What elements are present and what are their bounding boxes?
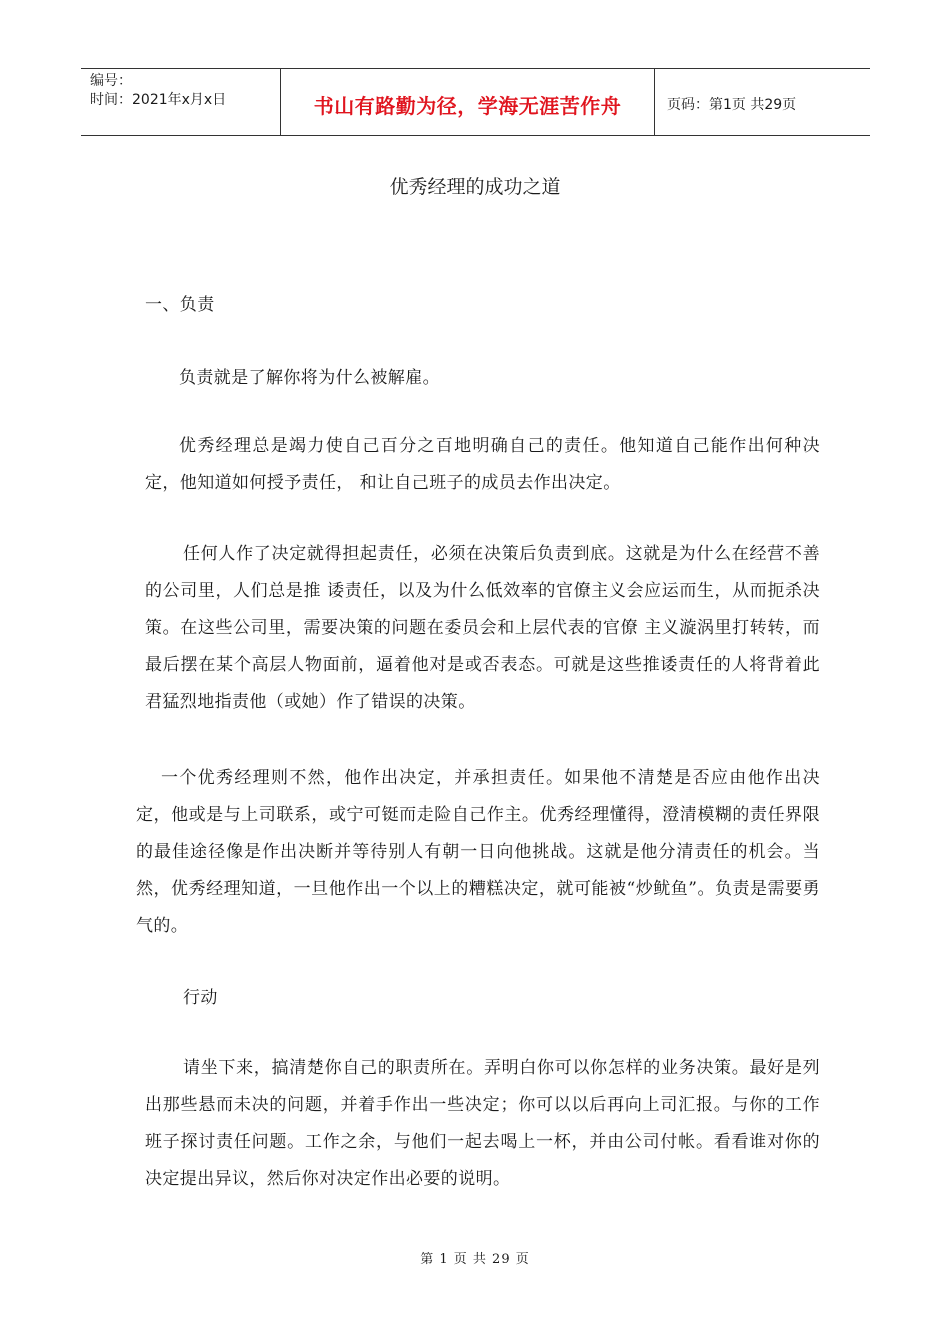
page-footer: 第 1 页 共 29 页	[420, 1252, 530, 1267]
document-header	[81, 68, 870, 136]
paragraph-4: 一个优秀经理则不然，他作出决定，并承担责任。如果他不清楚是否应由他作出决定，他或是与上司联系，或宁可铤而走险自己作主。优秀经理懂得，澄清模糊的责任界限的最佳途径像是作出决断并等待别人有朝一日向他挑战。这就是他分清责任的机会。当然，优秀经理知道，一旦他作出一个以上的糟糕决定，就可能被“炒鱿鱼”。负责是需要勇气的。	[136, 768, 820, 936]
document-title: 优秀经理的成功之道	[389, 176, 561, 198]
header-motto: 书山有路勤为径，学海无涯苦作舟	[281, 69, 655, 135]
section-heading: 一、负责	[145, 295, 215, 315]
action-heading: 行动	[183, 988, 218, 1008]
paragraph-3: 任何人作了决定就得担起责任，必须在决策后负责到底。这就是为什么在经营不善的公司里，人们总是推 诿责任，以及为什么低效率的官僚主义会应运而生，从而扼杀决策。在这些公司里，需要决策的问题在委员会和上层代表的官僚 主义漩涡里打转转，而最后摆在某个高层人物面前，逼着他对是或否表态。可就是这些推诿责任的人将背着此君猛烈地指责他（或她）作了错误的决策。	[145, 544, 820, 712]
document-number-label: 编号：	[90, 73, 132, 89]
paragraph-2: 优秀经理总是竭力使自己百分之百地明确自己的责任。他知道自己能作出何种决定，他知道如何授予责任， 和让自己班子的成员去作出决定。	[145, 436, 820, 493]
action-paragraph: 请坐下来，搞清楚你自己的职责所在。弄明白你可以你怎样的业务决策。最好是列出那些悬而未决的问题，并着手作出一些决定；你可以以后再向上司汇报。与你的工作班子探讨责任问题。工作之余，与他们一起去喝上一杯，并由公司付帐。看看谁对你的决定提出异议，然后你对决定作出必要的说明。	[145, 1058, 820, 1189]
document-time-label: 时间：2021年x月x日	[90, 92, 227, 108]
header-meta-cell	[81, 69, 281, 135]
paragraph-1: 负责就是了解你将为什么被解雇。	[179, 368, 440, 388]
header-page-info: 页码：第1页 共29页	[667, 97, 797, 113]
